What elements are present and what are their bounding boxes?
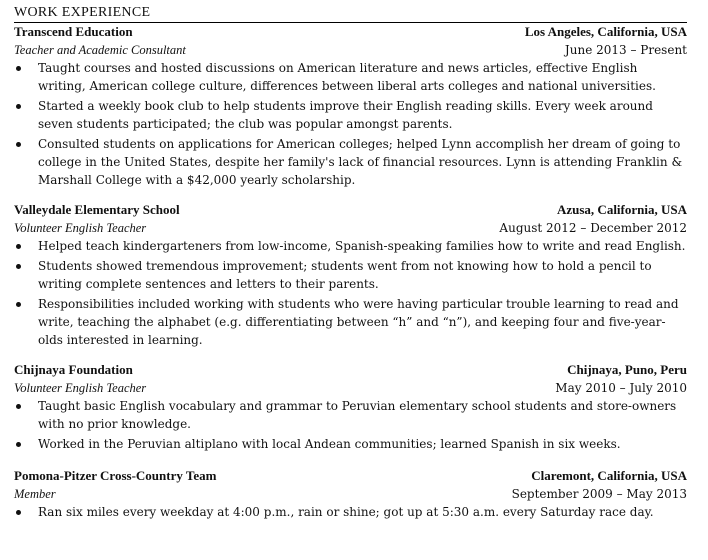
bullet-list <box>14 397 687 453</box>
organization-name: Transcend Education <box>14 24 133 39</box>
job-dates: June 2013 – Present <box>564 43 687 57</box>
bullet-icon <box>16 510 21 515</box>
bullet-text: Responsibilities included working with students who were having particular trouble learning to read and write, teaching the alphabet (e.g. differentiating between “h” and “n”), and keeping four and five-year-olds interested in learning. <box>38 297 679 347</box>
job-role: Member <box>14 487 56 501</box>
bullet-icon <box>16 104 21 109</box>
job-header-row <box>14 23 687 41</box>
job-entry <box>14 467 687 521</box>
organization-name: Chijnaya Foundation <box>14 362 133 377</box>
bullet-icon <box>16 302 21 307</box>
job-location: Chijnaya, Puno, Peru <box>567 362 687 377</box>
bullet-icon <box>16 244 21 249</box>
bullet-text: Students showed tremendous improvement; students went from not knowing how to hold a pencil to writing complete sentences and letters to their parents. <box>38 259 652 291</box>
bullet-item <box>14 397 687 433</box>
job-entry <box>14 361 687 453</box>
job-entry <box>14 201 687 349</box>
bullet-item <box>14 237 687 255</box>
bullet-text: Taught courses and hosted discussions on American literature and news articles, effective English writing, American college culture, differences between liberal arts colleges and national universities. <box>38 61 656 93</box>
job-header-row <box>14 361 687 379</box>
bullet-icon <box>16 142 21 147</box>
organization-name: Valleydale Elementary School <box>14 202 180 217</box>
bullet-icon <box>16 264 21 269</box>
job-role-row <box>14 219 687 237</box>
bullet-text: Taught basic English vocabulary and grammar to Peruvian elementary school students and store-owners with no prior knowledge. <box>38 399 677 431</box>
bullet-item <box>14 435 687 453</box>
bullet-text: Helped teach kindergarteners from low-income, Spanish-speaking families how to write and read English. <box>38 239 686 253</box>
organization-name: Pomona-Pitzer Cross-Country Team <box>14 468 217 483</box>
bullet-item <box>14 257 687 293</box>
bullet-text: Started a weekly book club to help students improve their English reading skills. Every week around seven students participated; the club was popular amongst parents. <box>38 99 653 131</box>
job-entry <box>14 23 687 189</box>
job-role: Teacher and Academic Consultant <box>14 43 186 57</box>
job-dates: May 2010 – July 2010 <box>555 381 687 395</box>
bullet-list <box>14 237 687 349</box>
bullet-text: Consulted students on applications for American colleges; helped Lynn accomplish her dream of going to college in the United States, despite her family's lack of financial resources. Lynn is attending Franklin & Marshall College with a $42,000 yearly scholarship. <box>38 137 683 187</box>
bullet-icon <box>16 66 21 71</box>
job-dates: September 2009 – May 2013 <box>511 487 687 501</box>
bullet-text: Ran six miles every weekday at 4:00 p.m., rain or shine; got up at 5:30 a.m. every Saturday race day. <box>38 505 654 519</box>
bullet-item <box>14 503 687 521</box>
job-location: Azusa, California, USA <box>556 202 687 217</box>
job-location: Claremont, California, USA <box>531 468 687 483</box>
bullet-item <box>14 59 687 95</box>
job-role: Volunteer English Teacher <box>14 221 147 235</box>
job-header-row <box>14 201 687 219</box>
bullet-list <box>14 503 687 521</box>
bullet-list <box>14 59 687 189</box>
bullet-item <box>14 135 687 189</box>
bullet-icon <box>16 442 21 447</box>
job-role-row <box>14 379 687 397</box>
section-title: WORK EXPERIENCE <box>14 4 687 23</box>
bullet-icon <box>16 404 21 409</box>
resume-page <box>14 4 687 523</box>
job-role: Volunteer English Teacher <box>14 381 147 395</box>
bullet-item <box>14 295 687 349</box>
job-dates: August 2012 – December 2012 <box>499 221 687 235</box>
job-role-row <box>14 41 687 59</box>
job-location: Los Angeles, California, USA <box>524 24 687 39</box>
bullet-text: Worked in the Peruvian altiplano with local Andean communities; learned Spanish in six weeks. <box>38 437 621 451</box>
job-role-row <box>14 485 687 503</box>
job-header-row <box>14 467 687 485</box>
bullet-item <box>14 97 687 133</box>
